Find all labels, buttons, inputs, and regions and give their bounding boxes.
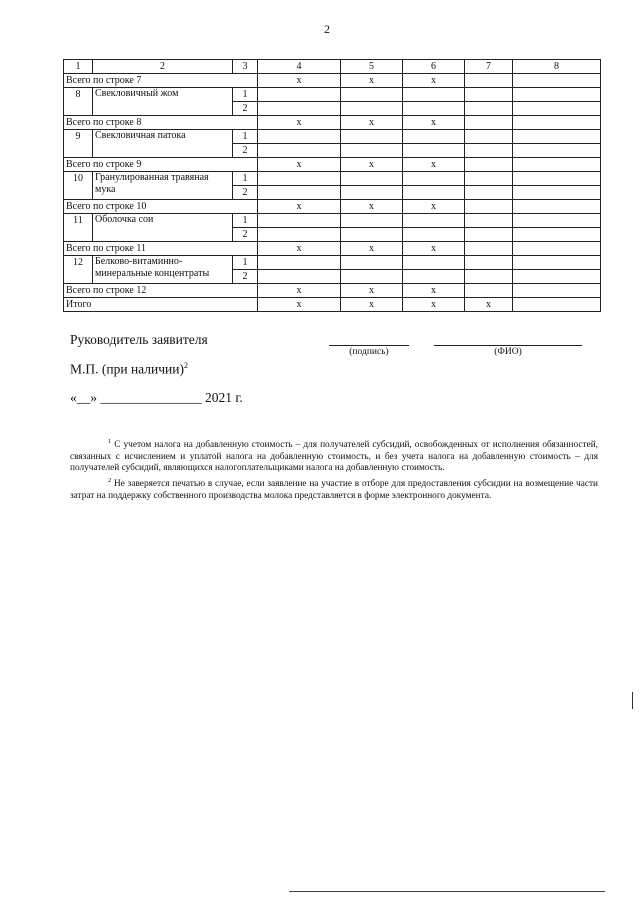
- sub-row-number: 2: [233, 102, 258, 116]
- value-cell: [403, 186, 465, 200]
- item-number: 11: [64, 214, 93, 242]
- value-cell: [513, 130, 601, 144]
- value-cell: [258, 270, 341, 284]
- value-cell: x: [403, 298, 465, 312]
- value-cell: [465, 130, 513, 144]
- value-cell: [465, 242, 513, 256]
- value-cell: [513, 88, 601, 102]
- value-cell: x: [341, 284, 403, 298]
- stamp-note: [70, 361, 188, 378]
- total-label: Всего по строке 10: [64, 200, 258, 214]
- value-cell: [403, 144, 465, 158]
- value-cell: x: [403, 284, 465, 298]
- item-row: [64, 172, 601, 186]
- value-cell: [513, 298, 601, 312]
- item-number: 9: [64, 130, 93, 158]
- value-cell: [465, 144, 513, 158]
- total-row: [64, 200, 601, 214]
- total-label: Всего по строке 12: [64, 284, 258, 298]
- page-number: 2: [324, 22, 330, 36]
- item-number: 10: [64, 172, 93, 200]
- value-cell: [258, 130, 341, 144]
- value-cell: [465, 158, 513, 172]
- item-name: Оболочка сои: [93, 214, 233, 242]
- column-header: 7: [465, 60, 513, 74]
- value-cell: [403, 256, 465, 270]
- value-cell: [258, 102, 341, 116]
- edge-mark: [632, 692, 633, 709]
- sub-row-number: 2: [233, 270, 258, 284]
- date-year: 2021 г.: [205, 390, 243, 405]
- footnotes: [70, 436, 598, 502]
- value-cell: [513, 242, 601, 256]
- name-line: [434, 345, 582, 346]
- total-row: [64, 158, 601, 172]
- value-cell: x: [403, 116, 465, 130]
- value-cell: x: [258, 298, 341, 312]
- footnote-text: С учетом налога на добавленную стоимость – для получателей субсидий, освобожденных от исполнения обязанностей, связанных с исчислением и уплатой налога на добавленную стоимость, и без учета налога на добавленную стоимость – для получателей субсидий, являющихся налогоплательщиками налога на добавленную стоимость.: [70, 440, 599, 474]
- value-cell: x: [258, 284, 341, 298]
- value-cell: [513, 172, 601, 186]
- date-close-quote: »: [90, 390, 97, 405]
- value-cell: [465, 256, 513, 270]
- value-cell: [465, 172, 513, 186]
- sub-row-number: 1: [233, 130, 258, 144]
- value-cell: x: [341, 74, 403, 88]
- bottom-rule: [289, 891, 605, 892]
- value-cell: x: [258, 242, 341, 256]
- value-cell: [341, 88, 403, 102]
- signature-line: [329, 345, 409, 346]
- value-cell: x: [403, 74, 465, 88]
- column-header: 5: [341, 60, 403, 74]
- value-cell: x: [341, 200, 403, 214]
- value-cell: [258, 256, 341, 270]
- name-caption: (ФИО): [494, 347, 522, 357]
- total-label: Всего по строке 9: [64, 158, 258, 172]
- sub-row-number: 1: [233, 214, 258, 228]
- value-cell: x: [403, 200, 465, 214]
- item-name: Гранулированная травяная мука: [93, 172, 233, 200]
- value-cell: [403, 130, 465, 144]
- value-cell: x: [258, 158, 341, 172]
- signature-title: Руководитель заявителя: [70, 332, 208, 347]
- date-month-blank: _______________: [100, 390, 202, 405]
- value-cell: [341, 186, 403, 200]
- value-cell: x: [403, 242, 465, 256]
- item-name: Свекловичная патока: [93, 130, 233, 158]
- value-cell: [403, 214, 465, 228]
- value-cell: [403, 228, 465, 242]
- item-row: [64, 130, 601, 144]
- footnote: [70, 436, 598, 475]
- value-cell: x: [341, 298, 403, 312]
- item-number: 12: [64, 256, 93, 284]
- value-cell: x: [341, 158, 403, 172]
- value-cell: [513, 102, 601, 116]
- value-cell: [513, 228, 601, 242]
- column-header: 8: [513, 60, 601, 74]
- value-cell: [258, 228, 341, 242]
- total-label: Всего по строке 7: [64, 74, 258, 88]
- value-cell: [513, 256, 601, 270]
- footnote-ref: 1: [108, 438, 112, 445]
- date-open-quote: «: [70, 390, 77, 405]
- total-row: [64, 284, 601, 298]
- value-cell: [513, 116, 601, 130]
- value-cell: [465, 74, 513, 88]
- value-cell: x: [403, 158, 465, 172]
- value-cell: [513, 270, 601, 284]
- value-cell: [513, 214, 601, 228]
- value-cell: [403, 270, 465, 284]
- sub-row-number: 1: [233, 172, 258, 186]
- value-cell: x: [258, 74, 341, 88]
- value-cell: [465, 186, 513, 200]
- value-cell: x: [258, 200, 341, 214]
- stamp-text: М.П. (при наличии): [70, 361, 184, 377]
- total-row: [64, 242, 601, 256]
- value-cell: [258, 214, 341, 228]
- column-header: 4: [258, 60, 341, 74]
- value-cell: [258, 88, 341, 102]
- value-cell: [513, 144, 601, 158]
- footnote: [70, 475, 598, 502]
- value-cell: [403, 172, 465, 186]
- value-cell: [513, 74, 601, 88]
- value-cell: [341, 270, 403, 284]
- subsidy-table: [63, 59, 601, 312]
- value-cell: [341, 228, 403, 242]
- header-row: [64, 60, 601, 74]
- value-cell: [513, 186, 601, 200]
- value-cell: [258, 144, 341, 158]
- item-name: Свекловичный жом: [93, 88, 233, 116]
- value-cell: [341, 144, 403, 158]
- total-label: Всего по строке 8: [64, 116, 258, 130]
- sub-row-number: 1: [233, 88, 258, 102]
- footnote-ref: 2: [108, 476, 112, 484]
- total-row: [64, 74, 601, 88]
- column-header: 3: [233, 60, 258, 74]
- value-cell: [465, 102, 513, 116]
- total-row: [64, 116, 601, 130]
- item-number: 8: [64, 88, 93, 116]
- value-cell: [465, 88, 513, 102]
- value-cell: [513, 200, 601, 214]
- column-header: 6: [403, 60, 465, 74]
- value-cell: [341, 172, 403, 186]
- total-label: Всего по строке 11: [64, 242, 258, 256]
- total-row: [64, 298, 601, 312]
- item-row: [64, 214, 601, 228]
- value-cell: [341, 130, 403, 144]
- value-cell: [341, 256, 403, 270]
- value-cell: [465, 270, 513, 284]
- sub-row-number: 2: [233, 228, 258, 242]
- sub-row-number: 1: [233, 256, 258, 270]
- value-cell: [403, 88, 465, 102]
- value-cell: [465, 116, 513, 130]
- column-header: 2: [93, 60, 233, 74]
- value-cell: [465, 228, 513, 242]
- value-cell: x: [341, 242, 403, 256]
- value-cell: [465, 214, 513, 228]
- item-row: [64, 88, 601, 102]
- value-cell: [403, 102, 465, 116]
- date-day-blank: __: [76, 390, 91, 405]
- stamp-footnote-ref: 2: [183, 361, 188, 370]
- value-cell: [341, 102, 403, 116]
- value-cell: x: [341, 116, 403, 130]
- signature-caption: (подпись): [349, 347, 389, 357]
- item-row: [64, 256, 601, 270]
- total-label: Итого: [64, 298, 258, 312]
- value-cell: [513, 284, 601, 298]
- value-cell: [513, 158, 601, 172]
- item-name: Белково-витаминно-минеральные концентраты: [93, 256, 233, 284]
- value-cell: [465, 284, 513, 298]
- column-header: 1: [64, 60, 93, 74]
- value-cell: [341, 214, 403, 228]
- date-line: [70, 390, 243, 406]
- value-cell: [258, 186, 341, 200]
- value-cell: [258, 172, 341, 186]
- sub-row-number: 2: [233, 186, 258, 200]
- footnote-text: Не заверяется печатью в случае, если заявление на участие в отборе для предоставления субсидии на возмещение части затрат на поддержку собственного производства молока представляется в форме электронного документа.: [70, 478, 599, 501]
- sub-row-number: 2: [233, 144, 258, 158]
- value-cell: x: [258, 116, 341, 130]
- value-cell: [465, 200, 513, 214]
- value-cell: x: [465, 298, 513, 312]
